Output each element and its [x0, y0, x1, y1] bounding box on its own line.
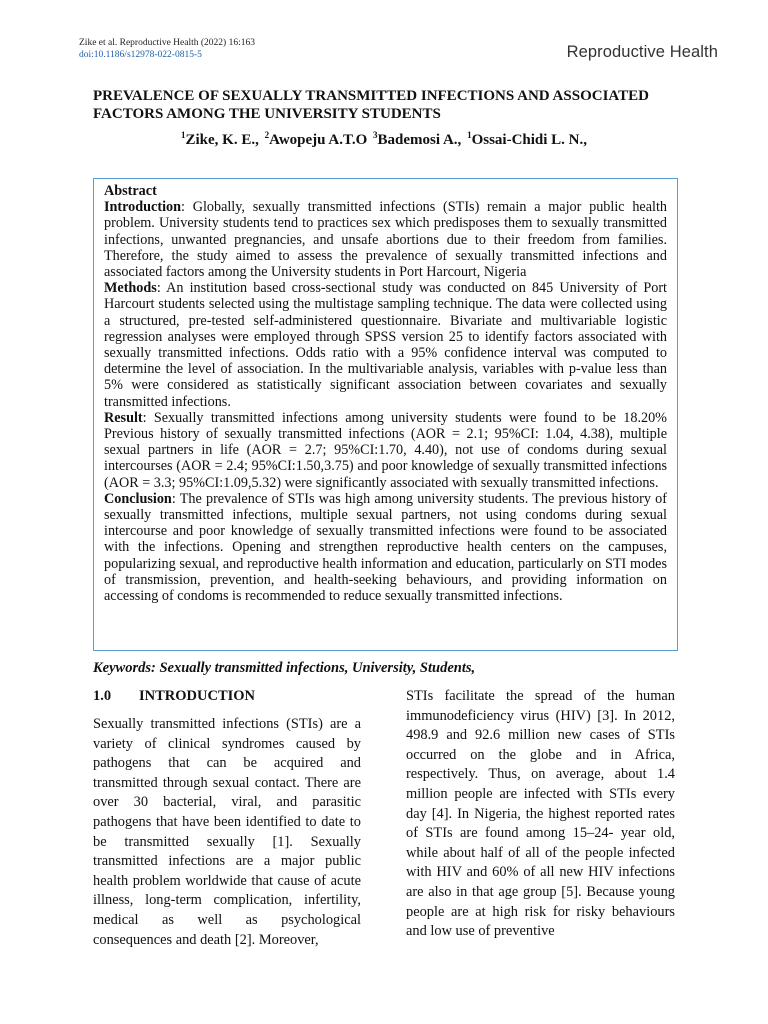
author-name: Bademosi A.,	[377, 132, 462, 148]
introduction-label: Introduction	[104, 199, 181, 216]
author	[181, 132, 259, 148]
keywords: Keywords: Sexually transmitted infections, University, Students,	[93, 660, 476, 676]
conclusion-text: : The prevalence of STIs was high among university students. The previous history of sexually transmitted infections, multiple sexual partners, not using condoms during sexual intercourse and poor knowledge of sexually transmitted infections were found to be associated with the infections. Opening and strengthen reproductive health centers on the campuses, popularizing sexual, and reproductive health information and education, particularly on STI modes of transmission, prevention, and health-seeking behaviours, and providing information on accessing of condoms is recommended to reduce sexually transmitted infections.	[104, 490, 667, 605]
body-right-column: STIs facilitate the spread of the human immunodeficiency virus (HIV) [3]. In 2012, 498.9 and 92.6 million new cases of STIs occurred on the globe and in Africa, respectively. Thus, on average, about 1.4 million people are infected with STIs every day [4]. In Nigeria, the highest reported rates of STIs are found among 15–24- year old, while about half of all of the people infected with HIV and 60% of all new HIV infections are also in that age group [5]. Because young people are at high risk for risky behaviours and low use of preventive	[406, 688, 675, 940]
abstract-methods	[104, 280, 667, 410]
section-heading	[93, 688, 255, 705]
result-text: : Sexually transmitted infections among university students were found to be 18.20% Previous history of sexually transmitted infections (AOR = 2.1; 95%CI: 1.04, 4.38), multiple sexual partners in life (AOR = 2.7; 95%CI:1.70, 4.40), not use of condoms during sexual intercourses (AOR = 2.4; 95%CI:1.50,3.75) and poor knowledge of sexually transmitted infections (AOR = 3.3; 95%CI:1.09,5.32) were significantly associated with sexually transmitted infections.	[104, 409, 667, 491]
methods-text: : An institution based cross-sectional study was conducted on 845 University of Port Harcourt students selected using the multistage sampling technique. The data were collected using a structured, pre-tested self-administered questionnaire. Bivariate and multivariable logistic regression analyses were employed through SPSS version 25 to identify factors associated with sexually transmitted infections. Odds ratio with a 95% confidence interval was computed to determine the level of association. In the multivariable analysis, variables with p-value less than 5% were considered as statistically significant association between covariates and sexually transmitted infections.	[104, 280, 667, 410]
author-name: Ossai-Chidi L. N.,	[471, 132, 588, 148]
journal-name: Reproductive Health	[566, 43, 718, 61]
abstract-introduction	[104, 199, 667, 280]
author	[265, 132, 368, 148]
author	[373, 132, 461, 148]
abstract-heading: Abstract	[104, 183, 157, 199]
author-affiliation-number: 1	[180, 130, 186, 140]
author-affiliation-number: 3	[373, 130, 378, 140]
introduction-text: : Globally, sexually transmitted infections (STIs) remain a major public health problem. University students tend to practices sex which predisposes them to sexually transmitted infections, unwanted pregnancies, and unsafe abortions due to their freedom from families. Therefore, the study aimed to assess the prevalence of sexually transmitted infections and associated factors among the University students in Port Harcourt, Nigeria	[104, 199, 667, 281]
section-title: INTRODUCTION	[139, 688, 256, 704]
abstract-result	[104, 410, 667, 491]
author-name: Awopeju A.T.O	[269, 132, 368, 148]
author	[467, 132, 587, 148]
result-label: Result	[104, 409, 143, 426]
doi-link[interactable]: doi:10.1186/s12978-022-0815-5	[79, 50, 202, 60]
article-citation	[79, 37, 255, 61]
abstract-conclusion	[104, 491, 667, 604]
author-affiliation-number: 2	[264, 130, 270, 140]
author-affiliation-number: 1	[467, 130, 472, 140]
conclusion-label: Conclusion	[104, 490, 172, 507]
author-list	[0, 131, 768, 149]
methods-label: Methods	[104, 280, 157, 297]
citation-line: Zike et al. Reproductive Health (2022) 16:163	[79, 38, 255, 48]
author-name: Zike, K. E.,	[185, 132, 259, 148]
section-number: 1.0	[93, 688, 112, 704]
paper-title: PREVALENCE OF SEXUALLY TRANSMITTED INFECTIONS AND ASSOCIATED FACTORS AMONG THE UNIVERSITY STUDENTS	[93, 88, 649, 122]
abstract-box	[93, 178, 678, 651]
body-left-column: Sexually transmitted infections (STIs) are a variety of clinical syndromes caused by pathogens that can be acquired and transmitted through sexual contact. There are over 30 bacterial, viral, and parasitic pathogens that have been identified to date to be transmitted sexually [1]. Sexually transmitted infections are a major public health problem worldwide that cause of acute illness, long-term complication, infertility, medical as well as psychological consequences and death [2]. Moreover,	[93, 716, 361, 948]
